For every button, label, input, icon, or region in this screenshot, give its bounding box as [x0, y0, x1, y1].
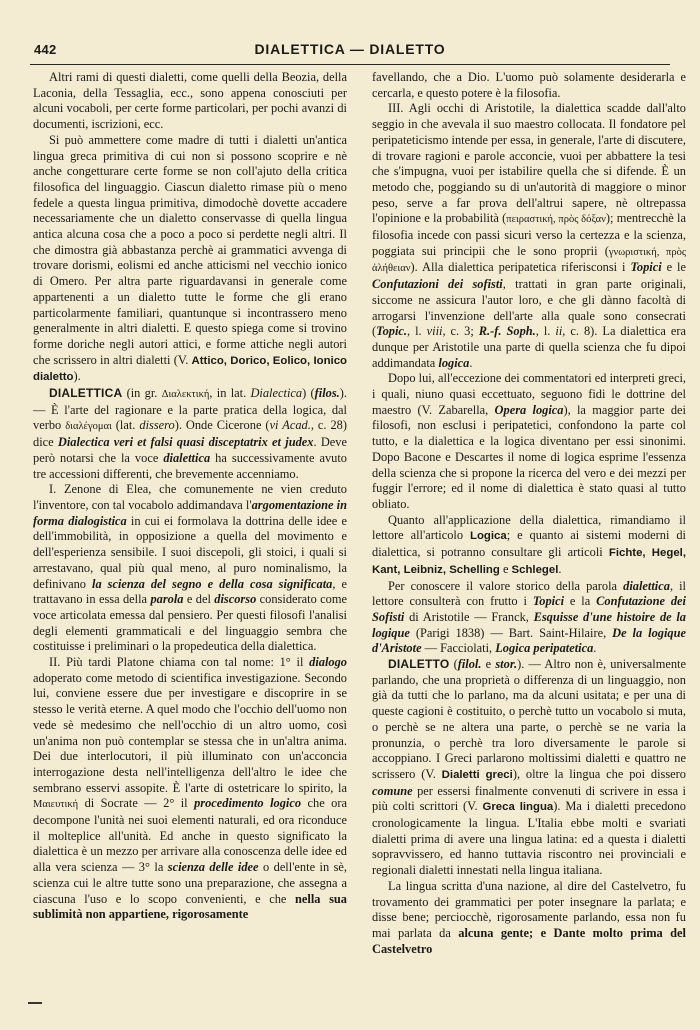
running-title: DIALETTICA — DIALETTO — [254, 41, 446, 57]
paragraph-bibliography: Per conoscere il valore storico della parola dialettica, il lettore consulterà con frutto i Topici e la Confutazione dei Sofisti di Aristotile — Franck, Esquisse d'une histoire de la logique (Parigi 1838) — Bart. Saint-Hilaire, De la logique d'Aristote — Facciolati, Logica peripatetica. — [372, 578, 686, 656]
entry-headword: DIALETTO — [388, 657, 450, 672]
greek-term: Μαιευτική — [33, 799, 79, 811]
greek-term: διαλέγομαι — [65, 421, 112, 433]
entry-dialetto: DIALETTO (filol. e stor.). — Altro non è, universalmente parlando, che una proprietà o differenza di un linguaggio, non già da tutti che lo parlano, ma da alcuni usitata; e per una di queste cagioni è costituito, o perchè tutto un vocabolo si muta, o perchè se ne altera una parte, o perchè se ne varia la pronunzia, o perchè tra loro diversamente le parole si accoppiano. I Greci parlarono moltissimi dialetti e quattro ne scrissero (V. Dialetti greci), oltre la lingua che poi dissero comune per essersi finalmente convenuti di scrivere in essa i più colti scrittori (V. Greca lingua). Ma i dialetti precedono cronologicamente la lingua. L'Italia ebbe molti e svariati dialetti prima di avere una lingua latina: ed a questa i dialetti sopravvissero, ed hanno tuttavia riscontro nei provinciali e regionali dialetti innestati nella lingua italiana. — [372, 657, 686, 878]
paragraph-platone: II. Più tardi Platone chiama con tal nome: 1° il dialogo adoperato come metodo di scientifica investigazione. Secondo lui, conviene essere due per investigare e discoprire in se stesso le verità eterne. A quel modo che l'occhio dell'uomo non vede sè medesimo che nell'occhio di un altro uomo, così un'anima non può contemplar se stessa che in un'altra anima. Dei due interlocutori, il più illuminato con un'acconcia interrogazione desta nell'intelligenza dell'altro le idee che sembrano esservi assopite. È l'arte di ostetricare lo spirito, la Μαιευτική di Socrate — 2° il procedimento logico che ora decompone l'unità nei suoi elementi naturali, ed ora riconduce il molteplice all'unità. Ed anche in questo significato la dialettica è un mezzo per arrivare alla conoscenza delle idee ed alla vera scienza — 3° la scienza delle idee o dell'ente in sè, scienza cui le altre tutte sono una preparazione, che assegna a ciascuna l'uso e lo scopo convenienti, e che nella sua sublimità non appartiene, rigorosamente — [33, 655, 347, 922]
paragraph-dialect-branches: Altri rami di questi dialetti, come quelli della Beozia, della Laconia, della Tessaglia, ecc., sono appena conosciuti per alcuni vocaboli, per certe forme particolari, per pochi avanzi di documenti, iscrizioni, ecc. — [33, 70, 347, 132]
paragraph-mother-language: Si può ammettere come madre di tutti i dialetti un'antica lingua greca primitiva di cui non si possono scoprire e nè anche congetturare certe forme se non coll'ajuto della critica filosofica del linguaggio. Ciascun dialetto rimase più o meno fedele a questa lingua primitiva, dimodochè dovette accadere necessariamente che un dialetto conservasse di quella lingua antica alcuna cosa che a poco a poco si perdette negli altri. Il che dimostra già abbastanza perchè ai grammatici avvenga di trovare dorismi, eolismi ed anche atticismi nel vecchio ionico di Omero. Per altra parte riguardavansi in generale come appartenenti a un dialetto tutte le forme che gli erano particolarmente familiari, quantunque si incontrassero meno generalmente in altri dialetti. E questo spiega come si trovino forme doriche negli autori attici, e forme attiche negli autori che scrissero in altri dialetti (V. Attico, Dorico, Eolico, Ionico dialetto). — [33, 132, 347, 384]
right-column — [372, 70, 686, 957]
greek-term: γνωριστική, πρὸς ἀλήθειαν — [372, 246, 686, 275]
cross-reference: Fichte, Hegel, Kant, Leibniz, Schelling — [372, 547, 686, 576]
entry-headword: DIALETTICA — [49, 386, 123, 401]
cross-reference: Dialetti greci — [441, 768, 513, 781]
paragraph-commentators: Dopo lui, all'eccezione dei commentatori ed interpreti greci, i quali, niuno quasi eccettuato, seguono fidi le dottrine del maestro (V. Zabarella, Opera logica), la maggior parte dei filosofi, non esclusi i peripatetici, confondono la parte col tutto, e la dialettica e la logica diventano per essi sinonimi. Dopo Bacone e Descartes il nome di logica esprime l'essenza della scienza che si propone la ricerca del vero e dei mezzi per fuggir l'errore; ed il nome di dialettica è stato quasi al tutto obliato. — [372, 371, 686, 511]
margin-mark — [28, 1002, 42, 1004]
cross-reference: Attico, Dorico, Eolico, Ionico dialetto — [33, 354, 347, 384]
cross-reference: Logica — [470, 530, 507, 543]
paragraph-zenone: I. Zenone di Elea, che comunemente ne vien creduto l'inventore, con tal vocabolo addimandava l'argomentazione in forma dialogistica in cui ei formolava la dottrina delle idee e dell'immobilità, in opposizione a quella del movimento e dell'esperienza sensibile. I suoi discepoli, gli stoici, i quali si arrestavano, qual più qual meno, al puro nominalismo, la definivano la scienza del segno e della cosa significata, e trattavano in essa della parola e del discorso considerato come voce articolata emessa dal pensiero. Per questi filosofi l'analisi degli elementi grammaticali e del linguaggio sembra che costituisse i preliminari o la propedeutica della dialettica. — [33, 482, 347, 654]
paragraph-continuation: favellando, che a Dio. L'uomo può solamente desiderarla e cercarla, e questo potere è la filosofia. — [372, 70, 686, 100]
page-number: 442 — [34, 42, 57, 57]
cross-reference: Greca lingua — [482, 801, 554, 814]
paragraph-aristotile: III. Agli occhi di Aristotile, la dialettica scadde dall'alto seggio in che avevala il suo maestro collocata. Il fondatore pel peripateticismo intende per essa, in generale, l'arte di discutere, di trovare ragioni e parole acconcie, vuoi per abbattere la tesi che s'impugna, vuoi per istabilire quella che si difende. È un metodo che, poggiando su di un'autorità di maggiore o minor peso, serve a far prova dell'altrui sapere, nè oltrepassa l'opinione e la probabilità (πειραστική, πρὸς δόξαν); mentrecchè la filosofia incede con passi sicuri verso la certezza e la scienza, poggiata sui principii che le sono proprii (γνωριστική, πρὸς ἀλήθειαν). Alla dialettica peripatetica riferisconsi i Topici e le Confutazioni dei sofisti, trattati in gran parte originali, siccome ne assicura l'autor loro, e che gli dànno facoltà di arrogarsi l'invenzione dell'arte alla quale sono consecrati (Topic., l. viii, c. 3; R.-f. Soph., l. ii, c. 8). La dialettica era dunque per Aristotile una parte di quella scienza che fu dipoi addimandata logica. — [372, 101, 687, 370]
cross-reference: Schlegel — [511, 563, 559, 576]
page-header — [30, 40, 670, 65]
left-column — [33, 70, 347, 923]
entry-dialettica: DIALETTICA (in gr. Διαλεκτική, in lat. Dialectica) (filos.). — È l'arte del ragionare e la parte pratica della logica, dal verbo διαλέγομαι (lat. dissero). Onde Cicerone (vi Acad., c. 28) dice Dialectica veri et falsi quasi disceptatrix et judex. Deve però notarsi che la voce dialettica ha successivamente avuto tre accessioni differenti, che brevemente accenniamo. — [33, 386, 347, 481]
greek-term: πειραστική, πρὸς δόξαν — [506, 214, 606, 226]
greek-term: Διαλεκτική — [161, 389, 210, 401]
paragraph-application: Quanto all'applicazione della dialettica, rimandiamo il lettore all'articolo Logica; e quanto ai sistemi moderni di dialettica, si potranno consultare gli articoli Fichte, Hegel, Kant, Leibniz, Schelling e Schlegel. — [372, 512, 687, 576]
paragraph-castelvetro: La lingua scritta d'una nazione, al dire del Castelvetro, fu trovamento dei grammatici per poter insegnare la parlata; e disse bene; perciocchè, rigorosamente parlando, essa non fu mai parlata da alcuna gente; e Dante molto prima del Castelvetro — [372, 878, 686, 956]
